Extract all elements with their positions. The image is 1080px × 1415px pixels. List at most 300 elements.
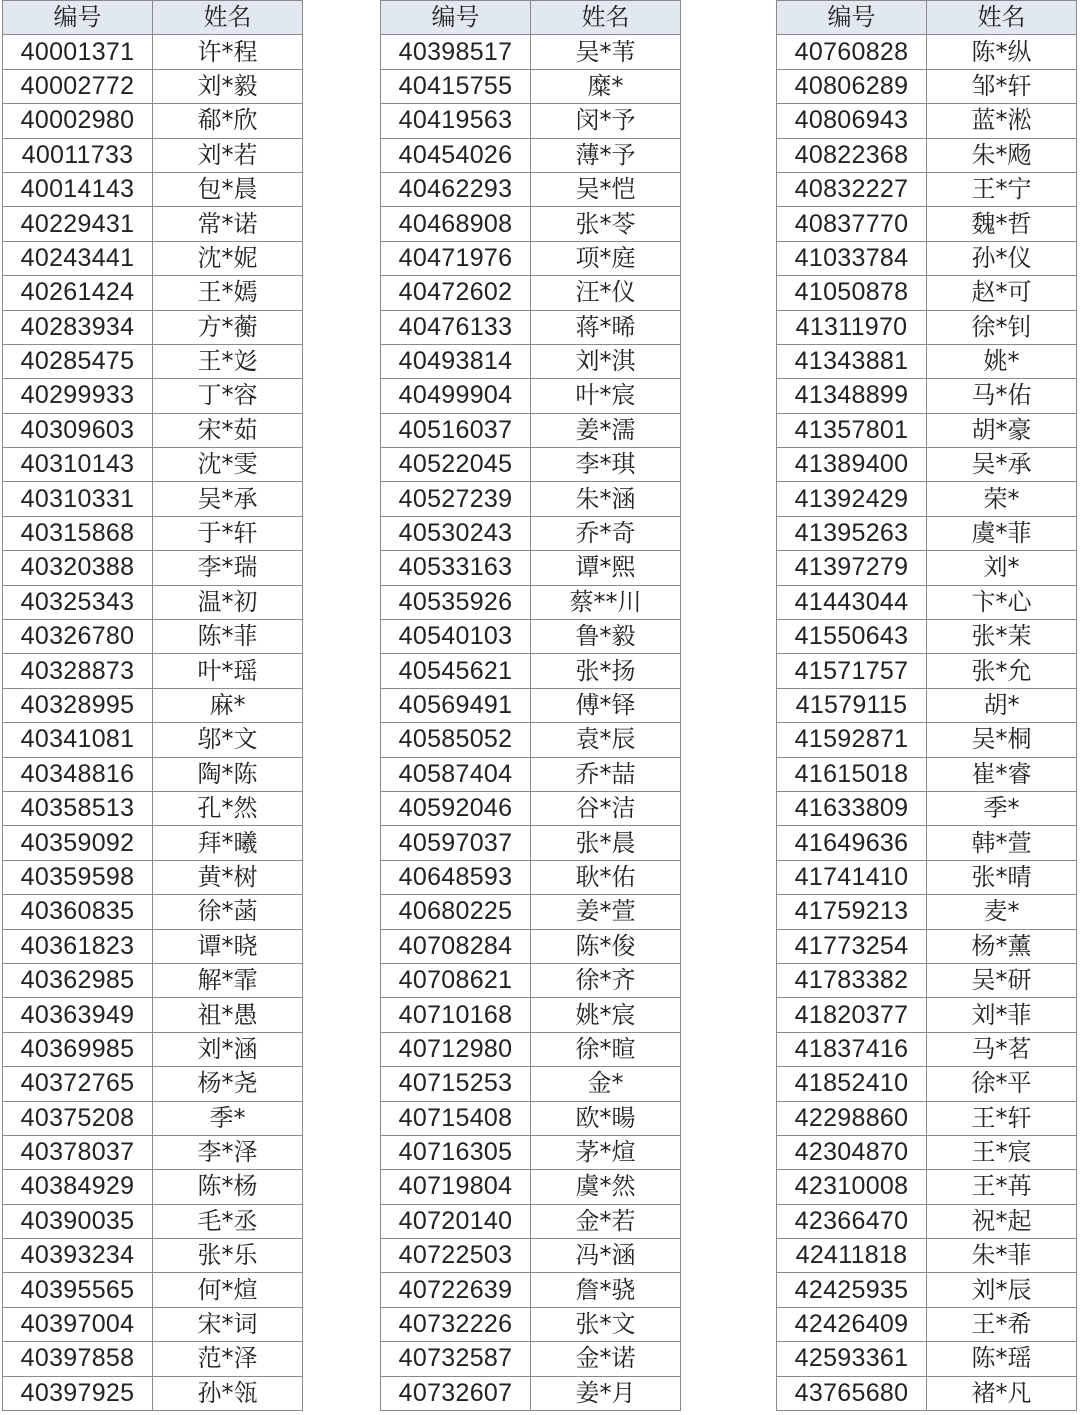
id-cell: 40360835 [3, 895, 153, 929]
name-cell: 乔*喆 [531, 757, 681, 791]
name-cell: 刘*涵 [153, 1032, 303, 1066]
roster-table-2 [380, 0, 681, 1411]
name-cell: 姜*萱 [531, 895, 681, 929]
id-cell: 40822368 [777, 138, 927, 172]
name-cell: 刘*毅 [153, 69, 303, 103]
name-cell: 蔡**川 [531, 585, 681, 619]
name-cell: 常*诺 [153, 207, 303, 241]
table-row [381, 826, 681, 860]
name-cell: 李*琪 [531, 448, 681, 482]
table-row [3, 413, 303, 447]
name-cell: 张*允 [927, 654, 1077, 688]
id-cell: 40309603 [3, 413, 153, 447]
table-row [381, 516, 681, 550]
table-row [3, 1307, 303, 1341]
table-row [381, 1170, 681, 1204]
table-row [381, 379, 681, 413]
name-cell: 闵*予 [531, 104, 681, 138]
id-cell: 40476133 [381, 310, 531, 344]
table-row [3, 172, 303, 206]
id-cell: 40326780 [3, 620, 153, 654]
id-cell: 40375208 [3, 1101, 153, 1135]
name-cell: 徐*钊 [927, 310, 1077, 344]
name-cell: 姜*濡 [531, 413, 681, 447]
name-cell: 陶*陈 [153, 757, 303, 791]
name-cell: 张*晴 [927, 860, 1077, 894]
table-row [381, 276, 681, 310]
name-cell: 胡* [927, 688, 1077, 722]
id-cell: 41837416 [777, 1032, 927, 1066]
id-cell: 40468908 [381, 207, 531, 241]
table-row [777, 723, 1077, 757]
name-cell: 陈*杨 [153, 1170, 303, 1204]
name-cell: 李*瑞 [153, 551, 303, 585]
table-row [381, 654, 681, 688]
id-cell: 40527239 [381, 482, 531, 516]
table-row [3, 276, 303, 310]
id-cell: 40732226 [381, 1307, 531, 1341]
name-cell: 王*希 [927, 1307, 1077, 1341]
id-cell: 40395565 [3, 1273, 153, 1307]
table-row [381, 860, 681, 894]
table-row [3, 1170, 303, 1204]
name-cell: 吴*恺 [531, 172, 681, 206]
name-cell: 薄*予 [531, 138, 681, 172]
name-cell: 邹*轩 [927, 69, 1077, 103]
id-cell: 41357801 [777, 413, 927, 447]
name-cell: 徐*齐 [531, 963, 681, 997]
id-cell: 41033784 [777, 241, 927, 275]
name-cell: 徐*菡 [153, 895, 303, 929]
name-cell: 马*佑 [927, 379, 1077, 413]
id-cell: 40732587 [381, 1342, 531, 1376]
name-cell: 刘*菲 [927, 998, 1077, 1032]
id-cell: 41389400 [777, 448, 927, 482]
table-row [381, 723, 681, 757]
name-cell: 傅*铎 [531, 688, 681, 722]
name-cell: 陈*菲 [153, 620, 303, 654]
table-row [381, 104, 681, 138]
table-row [381, 310, 681, 344]
table-row [381, 138, 681, 172]
table-row [777, 207, 1077, 241]
table-row [381, 69, 681, 103]
name-cell: 何*煊 [153, 1273, 303, 1307]
id-cell: 40471976 [381, 241, 531, 275]
id-cell: 41852410 [777, 1067, 927, 1101]
id-cell: 40454026 [381, 138, 531, 172]
id-cell: 41615018 [777, 757, 927, 791]
name-cell: 解*霏 [153, 963, 303, 997]
name-cell: 郗*欣 [153, 104, 303, 138]
name-cell: 麻* [153, 688, 303, 722]
table-row [381, 1376, 681, 1410]
name-cell: 孙*仪 [927, 241, 1077, 275]
table-row [777, 1204, 1077, 1238]
table-row [777, 1273, 1077, 1307]
name-cell: 毛*丞 [153, 1204, 303, 1238]
name-cell: 刘* [927, 551, 1077, 585]
id-cell: 40493814 [381, 344, 531, 378]
name-cell: 王*彣 [153, 344, 303, 378]
table-row [381, 757, 681, 791]
id-cell: 40592046 [381, 791, 531, 825]
id-cell: 40708621 [381, 963, 531, 997]
name-cell: 季* [927, 791, 1077, 825]
header-id: 编号 [381, 1, 531, 35]
name-cell: 于*轩 [153, 516, 303, 550]
header-id: 编号 [3, 1, 153, 35]
table-row [3, 929, 303, 963]
table-row [381, 413, 681, 447]
id-cell: 40585052 [381, 723, 531, 757]
id-cell: 40722639 [381, 1273, 531, 1307]
id-cell: 40310143 [3, 448, 153, 482]
table-row [381, 1307, 681, 1341]
table-row [3, 551, 303, 585]
table-row [777, 35, 1077, 69]
id-cell: 41343881 [777, 344, 927, 378]
table-row [3, 310, 303, 344]
table-row [777, 963, 1077, 997]
table-row [381, 1342, 681, 1376]
name-cell: 刘*辰 [927, 1273, 1077, 1307]
id-cell: 40285475 [3, 344, 153, 378]
table-row [381, 172, 681, 206]
id-cell: 40516037 [381, 413, 531, 447]
id-cell: 40837770 [777, 207, 927, 241]
table-row [3, 860, 303, 894]
id-cell: 42304870 [777, 1135, 927, 1169]
table-row [381, 1032, 681, 1066]
id-cell: 40462293 [381, 172, 531, 206]
id-cell: 40283934 [3, 310, 153, 344]
name-cell: 陈*俊 [531, 929, 681, 963]
name-cell: 王*宁 [927, 172, 1077, 206]
id-cell: 40362985 [3, 963, 153, 997]
id-cell: 40732607 [381, 1376, 531, 1410]
table-row [777, 826, 1077, 860]
table-row [777, 69, 1077, 103]
name-cell: 蒋*晞 [531, 310, 681, 344]
id-cell: 40710168 [381, 998, 531, 1032]
id-cell: 42426409 [777, 1307, 927, 1341]
id-cell: 40393234 [3, 1239, 153, 1273]
id-cell: 40415755 [381, 69, 531, 103]
table-row [777, 1135, 1077, 1169]
table-row [777, 757, 1077, 791]
id-cell: 42411818 [777, 1239, 927, 1273]
id-cell: 40002772 [3, 69, 153, 103]
id-cell: 40397858 [3, 1342, 153, 1376]
id-cell: 40372765 [3, 1067, 153, 1101]
name-cell: 胡*豪 [927, 413, 1077, 447]
id-cell: 40720140 [381, 1204, 531, 1238]
id-cell: 40806943 [777, 104, 927, 138]
name-cell: 宋*茹 [153, 413, 303, 447]
name-cell: 糜* [531, 69, 681, 103]
name-cell: 王*轩 [927, 1101, 1077, 1135]
id-cell: 40722503 [381, 1239, 531, 1273]
table-row [3, 344, 303, 378]
name-cell: 姚*宸 [531, 998, 681, 1032]
table-row [3, 998, 303, 1032]
table-row [777, 172, 1077, 206]
table-row [777, 413, 1077, 447]
name-cell: 徐*平 [927, 1067, 1077, 1101]
name-cell: 宋*词 [153, 1307, 303, 1341]
name-cell: 褚*凡 [927, 1376, 1077, 1410]
table-row [777, 1376, 1077, 1410]
name-cell: 吴*苇 [531, 35, 681, 69]
id-cell: 40545621 [381, 654, 531, 688]
table-row [3, 104, 303, 138]
name-cell: 朱*飏 [927, 138, 1077, 172]
name-cell: 袁*辰 [531, 723, 681, 757]
id-cell: 40261424 [3, 276, 153, 310]
table-row [381, 551, 681, 585]
name-cell: 汪*仪 [531, 276, 681, 310]
name-cell: 刘*淇 [531, 344, 681, 378]
table-row [3, 895, 303, 929]
header-name: 姓名 [927, 1, 1077, 35]
id-cell: 43765680 [777, 1376, 927, 1410]
id-cell: 40243441 [3, 241, 153, 275]
id-cell: 40369985 [3, 1032, 153, 1066]
table-row [3, 35, 303, 69]
table-row [777, 860, 1077, 894]
id-cell: 41395263 [777, 516, 927, 550]
name-cell: 孙*瓴 [153, 1376, 303, 1410]
table-row [777, 1101, 1077, 1135]
table-row [3, 1273, 303, 1307]
name-cell: 卞*心 [927, 585, 1077, 619]
name-cell: 李*泽 [153, 1135, 303, 1169]
id-cell: 40359092 [3, 826, 153, 860]
name-cell: 沈*雯 [153, 448, 303, 482]
id-cell: 40014143 [3, 172, 153, 206]
table-row [381, 1135, 681, 1169]
name-cell: 茅*煊 [531, 1135, 681, 1169]
id-cell: 40499904 [381, 379, 531, 413]
id-cell: 40390035 [3, 1204, 153, 1238]
table-row [381, 791, 681, 825]
table-row [3, 620, 303, 654]
id-cell: 41592871 [777, 723, 927, 757]
name-cell: 张*扬 [531, 654, 681, 688]
table-row [3, 138, 303, 172]
id-cell: 40715253 [381, 1067, 531, 1101]
name-cell: 金* [531, 1067, 681, 1101]
name-cell: 韩*萱 [927, 826, 1077, 860]
name-cell: 黄*树 [153, 860, 303, 894]
id-cell: 40832227 [777, 172, 927, 206]
table-row [3, 1101, 303, 1135]
id-cell: 40320388 [3, 551, 153, 585]
table-row [381, 1101, 681, 1135]
name-cell: 王*苒 [927, 1170, 1077, 1204]
id-cell: 41649636 [777, 826, 927, 860]
table-row [777, 241, 1077, 275]
table-row [3, 1032, 303, 1066]
id-cell: 40535926 [381, 585, 531, 619]
name-cell: 吴*研 [927, 963, 1077, 997]
id-cell: 40760828 [777, 35, 927, 69]
id-cell: 42298860 [777, 1101, 927, 1135]
id-cell: 41348899 [777, 379, 927, 413]
name-cell: 刘*若 [153, 138, 303, 172]
table-row [3, 448, 303, 482]
table-row [3, 585, 303, 619]
table-row [777, 448, 1077, 482]
table-row [3, 241, 303, 275]
name-cell: 冯*涵 [531, 1239, 681, 1273]
name-cell: 沈*妮 [153, 241, 303, 275]
name-cell: 范*泽 [153, 1342, 303, 1376]
header-id: 编号 [777, 1, 927, 35]
id-cell: 40806289 [777, 69, 927, 103]
id-cell: 41741410 [777, 860, 927, 894]
table-row [3, 723, 303, 757]
name-cell: 张*苓 [531, 207, 681, 241]
id-cell: 40680225 [381, 895, 531, 929]
name-cell: 耿*佑 [531, 860, 681, 894]
table-row [381, 448, 681, 482]
name-cell: 祖*愚 [153, 998, 303, 1032]
name-cell: 邬*文 [153, 723, 303, 757]
table-row [777, 1032, 1077, 1066]
id-cell: 40011733 [3, 138, 153, 172]
table-row [381, 895, 681, 929]
id-cell: 41579115 [777, 688, 927, 722]
id-cell: 40315868 [3, 516, 153, 550]
id-cell: 40716305 [381, 1135, 531, 1169]
table-row [3, 1135, 303, 1169]
name-cell: 谭*熙 [531, 551, 681, 585]
id-cell: 40358513 [3, 791, 153, 825]
name-cell: 谭*晓 [153, 929, 303, 963]
table-row [3, 1376, 303, 1410]
name-cell: 杨*薰 [927, 929, 1077, 963]
name-cell: 徐*暄 [531, 1032, 681, 1066]
name-cell: 王*宸 [927, 1135, 1077, 1169]
table-row [777, 138, 1077, 172]
roster-table-3 [776, 0, 1077, 1411]
name-cell: 王*嫣 [153, 276, 303, 310]
id-cell: 40229431 [3, 207, 153, 241]
name-cell: 陈*纵 [927, 35, 1077, 69]
id-cell: 41397279 [777, 551, 927, 585]
id-cell: 41550643 [777, 620, 927, 654]
table-row [381, 688, 681, 722]
id-cell: 41773254 [777, 929, 927, 963]
table-row [3, 1067, 303, 1101]
id-cell: 40708284 [381, 929, 531, 963]
id-cell: 41633809 [777, 791, 927, 825]
table-row [3, 207, 303, 241]
id-cell: 40472602 [381, 276, 531, 310]
table-row [381, 929, 681, 963]
name-cell: 麦* [927, 895, 1077, 929]
id-cell: 40712980 [381, 1032, 531, 1066]
name-cell: 朱*菲 [927, 1239, 1077, 1273]
table-row [777, 585, 1077, 619]
name-cell: 谷*洁 [531, 791, 681, 825]
name-cell: 温*初 [153, 585, 303, 619]
id-cell: 40328873 [3, 654, 153, 688]
name-cell: 季* [153, 1101, 303, 1135]
name-cell: 张*晨 [531, 826, 681, 860]
id-cell: 40363949 [3, 998, 153, 1032]
table-row [3, 963, 303, 997]
name-cell: 荣* [927, 482, 1077, 516]
table-row [777, 1239, 1077, 1273]
header-row [3, 1, 303, 35]
table-row [777, 998, 1077, 1032]
table-row [777, 1170, 1077, 1204]
name-cell: 叶*宸 [531, 379, 681, 413]
table-row [3, 379, 303, 413]
table-row [777, 791, 1077, 825]
name-cell: 陈*瑶 [927, 1342, 1077, 1376]
name-cell: 蓝*淞 [927, 104, 1077, 138]
id-cell: 40325343 [3, 585, 153, 619]
id-cell: 40397004 [3, 1307, 153, 1341]
id-cell: 40540103 [381, 620, 531, 654]
table-row [3, 69, 303, 103]
id-cell: 41311970 [777, 310, 927, 344]
table-row [3, 516, 303, 550]
name-cell: 朱*涵 [531, 482, 681, 516]
table-row [777, 895, 1077, 929]
id-cell: 41820377 [777, 998, 927, 1032]
table-row [381, 207, 681, 241]
name-cell: 姚* [927, 344, 1077, 378]
table-row [381, 998, 681, 1032]
table-row [3, 1239, 303, 1273]
table-row [777, 654, 1077, 688]
table-row [381, 482, 681, 516]
table-row [381, 963, 681, 997]
name-cell: 方*蘅 [153, 310, 303, 344]
id-cell: 40719804 [381, 1170, 531, 1204]
table-row [381, 35, 681, 69]
id-cell: 40001371 [3, 35, 153, 69]
name-cell: 孔*然 [153, 791, 303, 825]
name-cell: 张*茉 [927, 620, 1077, 654]
name-cell: 金*若 [531, 1204, 681, 1238]
table-row [381, 585, 681, 619]
table-row [777, 929, 1077, 963]
table-row [777, 310, 1077, 344]
id-cell: 40522045 [381, 448, 531, 482]
id-cell: 41443044 [777, 585, 927, 619]
id-cell: 40397925 [3, 1376, 153, 1410]
name-cell: 拜*曦 [153, 826, 303, 860]
table-row [777, 1067, 1077, 1101]
id-cell: 40533163 [381, 551, 531, 585]
name-cell: 姜*月 [531, 1376, 681, 1410]
id-cell: 40348816 [3, 757, 153, 791]
name-cell: 鲁*毅 [531, 620, 681, 654]
table-row [777, 620, 1077, 654]
name-cell: 张*乐 [153, 1239, 303, 1273]
id-cell: 40648593 [381, 860, 531, 894]
id-cell: 40398517 [381, 35, 531, 69]
name-cell: 包*晨 [153, 172, 303, 206]
id-cell: 42310008 [777, 1170, 927, 1204]
table-row [3, 1204, 303, 1238]
